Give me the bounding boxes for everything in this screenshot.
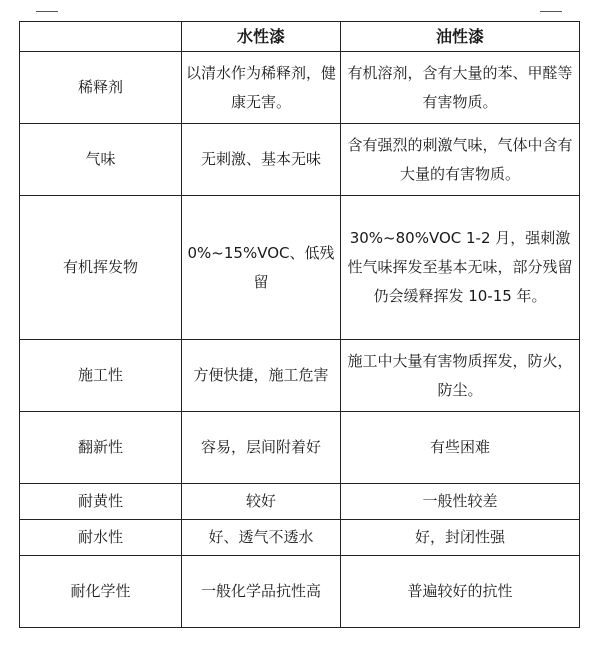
table-row: [20, 484, 580, 520]
water-cell: 一般化学品抗性高: [182, 556, 341, 628]
water-cell: 好、透气不透水: [182, 520, 341, 556]
oil-cell: 有些困难: [341, 412, 580, 484]
water-cell: 0%~15%VOC、低残留: [182, 196, 341, 340]
table-row: [20, 196, 580, 340]
oil-cell: 有机溶剂，含有大量的苯、甲醛等有害物质。: [341, 52, 580, 124]
row-label: 有机挥发物: [20, 196, 182, 340]
oil-cell: 含有强烈的刺激气味，气体中含有大量的有害物质。: [341, 124, 580, 196]
water-cell: 容易，层间附着好: [182, 412, 341, 484]
water-cell: 较好: [182, 484, 341, 520]
table-row: [20, 412, 580, 484]
corner-cell: [20, 22, 182, 52]
oil-cell: 普遍较好的抗性: [341, 556, 580, 628]
row-label: 稀释剂: [20, 52, 182, 124]
row-label: 耐化学性: [20, 556, 182, 628]
row-label: 气味: [20, 124, 182, 196]
oil-cell: 30%~80%VOC 1-2 月，强刺激性气味挥发至基本无味，部分残留仍会缓释挥发 10-15 年。: [341, 196, 580, 340]
table-row: [20, 340, 580, 412]
oil-cell: 一般性较差: [341, 484, 580, 520]
water-cell: 方便快捷，施工危害: [182, 340, 341, 412]
header-row: [20, 22, 580, 52]
water-cell: 无刺激、基本无味: [182, 124, 341, 196]
row-label: 耐水性: [20, 520, 182, 556]
table-row: [20, 556, 580, 628]
oil-cell: 施工中大量有害物质挥发，防火，防尘。: [341, 340, 580, 412]
top-right-rule: [540, 11, 562, 12]
paint-comparison-table: [19, 21, 580, 628]
table-row: [20, 124, 580, 196]
table-row: [20, 52, 580, 124]
table-row: [20, 520, 580, 556]
oil-cell: 好，封闭性强: [341, 520, 580, 556]
water-paint-header: 水性漆: [182, 22, 341, 52]
water-cell: 以清水作为稀释剂，健康无害。: [182, 52, 341, 124]
oil-paint-header: 油性漆: [341, 22, 580, 52]
row-label: 翻新性: [20, 412, 182, 484]
row-label: 耐黄性: [20, 484, 182, 520]
top-left-rule: [36, 11, 58, 12]
row-label: 施工性: [20, 340, 182, 412]
